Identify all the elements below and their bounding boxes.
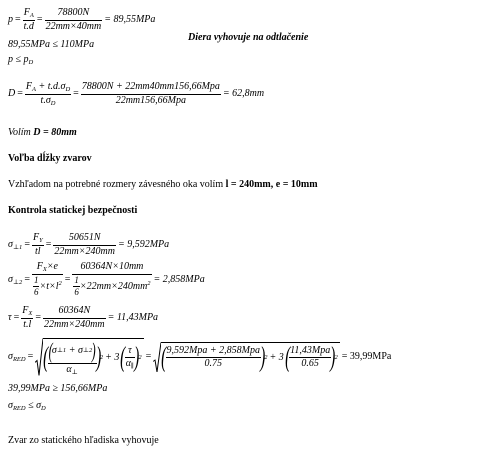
fraction-moment-formula: $F_X\times e$ $\frac{1}{6}$ $\times t\times l^2$ xyxy=(33,261,62,297)
fraction-d-formula: $\frac{F_A + t.d.\sigma_D}{t.\sigma_D}$ xyxy=(25,81,71,107)
fraction-sigma1-values: $\frac{50651N}{22mm\times 240mm}$ xyxy=(54,232,115,257)
fraction-d-values: $\frac{\text{78800N + 22mm40mm156,66Mpa}}{\text{22mm156,66Mpa}}$ xyxy=(81,81,220,106)
conclusion-text: Zvar zo statického hľadiska vyhovuje xyxy=(8,435,159,446)
inequality-p-pd: $p \le p_D$ xyxy=(8,54,34,66)
fraction-fx-over-tl: $\frac{F_X}{t.l}$ xyxy=(22,305,33,330)
equation-tau: τ = $\frac{F_X}{t.l}$ = $\frac{60364N}{22mm\times 240mm}$ = 11,43MPa xyxy=(8,305,159,330)
equation-diameter: D = $\frac{F_A + t.d.\sigma_D}{t.\sigma_D}$ = $\frac{\text{78800N + 22mm40mm156,66Mpa}}{\text{22mm156,66Mpa}}$ = 62,8mm xyxy=(8,81,265,107)
fraction-values: $\frac{78800N}{22mm\times 40mm}$ xyxy=(45,7,102,32)
heading-weld-length: Voľba dĺžky zvarov xyxy=(8,153,92,164)
fraction-fy-over-tl: $\frac{F_Y}{tl}$ xyxy=(32,232,43,257)
fraction-fa-over-td: $\frac{F_A}{t.d}$ xyxy=(23,7,34,32)
sqrt-values: ( $\frac{\text{9,592Mpa + 2,858Mpa}}{0.75}$ ) 2 + 3 ( $\frac{\text{11,43Mpa}}{0.65}$ ) 2 xyxy=(153,342,340,372)
symbol-p: p xyxy=(8,14,13,25)
equation-sigma-red: $\sigma_{RED}$ = ( ( σ ⊥1 + σ ⊥2 ) $\alpha_\perp$ ) 2 + 3 ( $\frac{\tau}{\alpha_\parallel}$ ) 2 = ( $\frac{\text{9,592Mpa + 2,858Mpa}}{0.75}$ ) 2 + 3 ( $\frac{\text{11,43Mpa}}{0.65}$ ) 2 = 39,99MPa xyxy=(8,338,392,376)
sqrt-formula: ( ( σ ⊥1 + σ ⊥2 ) $\alpha_\perp$ ) 2 + 3 ( $\frac{\tau}{\alpha_\parallel}$ ) 2 xyxy=(35,338,143,376)
equation-sigma-perp2: $\sigma_{\perp 2}$ = $F_X\times e$ $\frac{1}{6}$ $\times t\times l^2$ = 60364N×10mm $\frac{1}{6}$ $\times 22mm\times 240mm^2$ = 2,858MPa xyxy=(8,261,205,297)
inequality-39: 39,99MPa ≥ 156,66MPa xyxy=(8,383,108,394)
equals-sign: = xyxy=(15,14,21,25)
inequality-sigma-red: $\sigma_{RED} \le \sigma_D$ xyxy=(8,400,46,412)
equation-pressure: p = $\frac{F_A}{t.d}$ = $\frac{78800N}{22mm\times 40mm}$ = 89,55MPa xyxy=(8,7,156,32)
fraction-tau-values: $\frac{60364N}{22mm\times 240mm}$ xyxy=(43,305,105,330)
weld-dimensions-text: Vzhľadom na potrebné rozmery závesného oka volím l = 240mm, e = 10mm xyxy=(8,179,318,190)
fraction-moment-values: 60364N×10mm $\frac{1}{6}$ $\times 22mm\times 240mm^2$ xyxy=(74,261,151,297)
note-hole-ok: Diera vyhovuje na odtlačenie xyxy=(188,32,309,43)
chosen-diameter: Volím D = 80mm xyxy=(8,127,77,138)
equation-sigma-perp1: $\sigma_{\perp 1}$ = $\frac{F_Y}{tl}$ = $\frac{50651N}{22mm\times 240mm}$ = 9,592MPa xyxy=(8,232,170,257)
heading-static-check: Kontrola statickej bezpečnosti xyxy=(8,205,138,216)
result-value: = 89,55MPa xyxy=(104,14,156,25)
inequality-89: 89,55MPa ≤ 110MPa xyxy=(8,39,95,50)
